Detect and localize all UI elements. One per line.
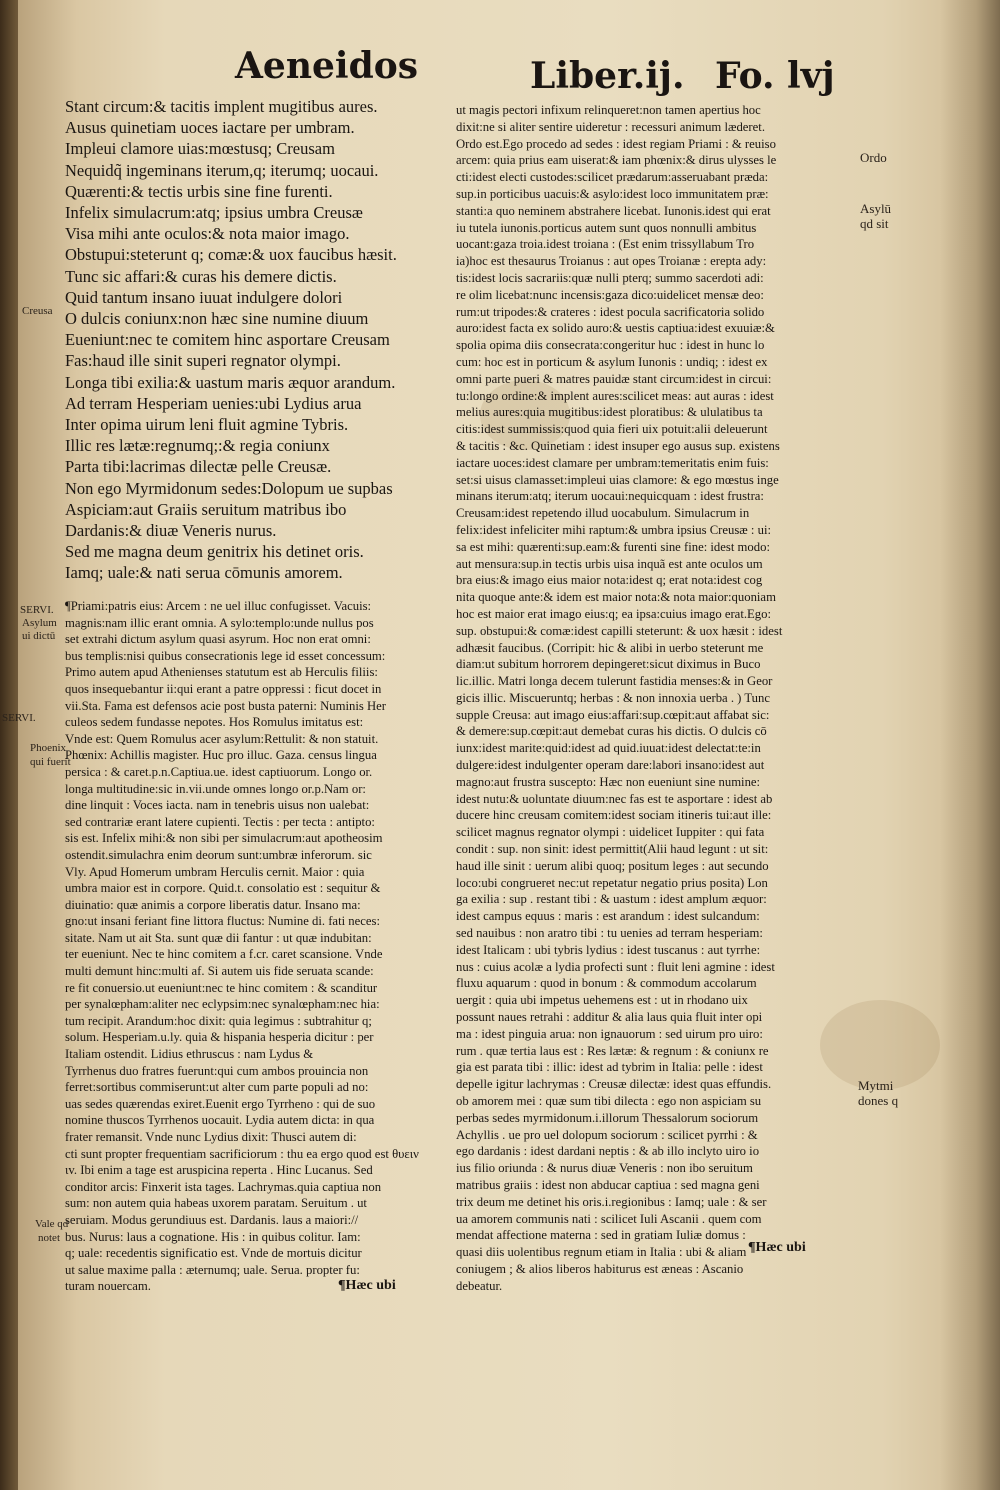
- commentary-line: melius aures:quia mugitibus:idest ploratibus: & ululatibus ta: [456, 405, 763, 420]
- commentary-line: re fit conuersio.ut eueniunt:nec te hinc comitem : & scanditur: [65, 980, 378, 995]
- commentary-line: scilicet magnus regnator olympi : uidelicet Iuppiter : qui fata: [456, 825, 765, 840]
- commentary-line: tu:longo ordine:& implent aures:scilicet meas: aut auras : idest: [456, 388, 774, 403]
- verse-line: Longa tibi exilia:& uastum maris æquor arandum.: [65, 372, 396, 392]
- running-head-title: Aeneidos: [235, 45, 419, 87]
- verse-line: Dardanis:& diuæ Veneris nurus.: [65, 521, 277, 541]
- commentary-line: idest nutu:& uoluntate diuum:nec fas est te asportare : idest ab: [456, 791, 773, 806]
- commentary-line: adhæsit faucibus. (Corripit: hic & alibi in uerbo steterunt me: [456, 640, 764, 655]
- commentary-line: bus. Nurus: laus a cognatione. His : in quibus colitur. Iam:: [65, 1229, 361, 1244]
- commentary-line: iactare uoces:idest clamare per umbram:temeritatis enim fuis:: [456, 455, 769, 470]
- margin-note-qd-sit: qd sit: [860, 216, 889, 231]
- verse-line: Eueniunt:nec te comitem hinc asportare Creusam: [65, 330, 390, 350]
- commentary-line: ut salue maxime palla : æternumq; uale. Serua. propter fu:: [65, 1262, 360, 1277]
- commentary-line: frater remansit. Vnde nunc Lydius dixit: Thusci autem di:: [65, 1130, 357, 1144]
- commentary-line: omni parte pueri & matres pauidæ stant circum:idest in circui:: [456, 371, 772, 386]
- commentary-line: Phœnix: Achillis magister. Huc pro illuc. Gaza. census lingua: [65, 748, 377, 763]
- commentary-line: gia est parata tibi : illic: idest ad tybrim in Italia: pelle : idest: [456, 1060, 763, 1075]
- commentary-line: re olim licebat:nunc incensis:gaza dico:uidelicet mensæ deo:: [456, 287, 764, 302]
- commentary-line: bus templis:nisi quibus consecrationis lege id esset concessum:: [65, 648, 386, 663]
- commentary-line: quos insequebantur ii:qui erant a patre oppressi : ficut docet in: [65, 681, 382, 696]
- verse-line: Quærenti:& tectis urbis sine fine furenti.: [65, 181, 333, 201]
- verse-line: Tunc sic affari:& curas his demere dictis.: [65, 266, 337, 286]
- commentary-line: Vly. Apud Homerum umbram Herculis cernit. Maior : quia: [65, 864, 365, 879]
- commentary-line: sitate. Nam ut ait Sta. sunt quæ dii fantur : ut quæ indubitan:: [65, 930, 372, 945]
- commentary-line: idest Italicam : ubi tybris lydius : idest tuscanus : aut tyrrhe:: [456, 942, 761, 957]
- verse-line: O dulcis coniunx:non hæc sine numine diuum: [65, 309, 369, 329]
- verse-line: Sed me magna deum genitrix his detinet oris.: [65, 542, 364, 562]
- commentary-line: ducere hinc creusam comitem:idest sociam itineris tui:aut ille:: [456, 808, 772, 823]
- commentary-line: Ordo est.Ego procedo ad sedes : idest regiam Priami : & reuiso: [456, 136, 776, 151]
- commentary-line: spolia opima diis consecrata:congeritur huc : idest in hunc lo: [456, 338, 765, 353]
- commentary-line: coniugem ; & alios liberos habiturus est æneas : Ascanio: [456, 1261, 744, 1276]
- margin-note-asylum-dictum: ui dictū: [22, 630, 56, 642]
- commentary-line: multi demunt hinc:multi af. Si autem uis fide seruata scande:: [65, 964, 374, 979]
- commentary-line: iunx:idest marite:quid:idest ad quid.iuuat:idest delectat:te:in: [456, 741, 761, 756]
- commentary-line: sed contrariæ erant latere cupienti. Tectis : per tecta : antipto:: [65, 814, 375, 829]
- commentary-line: cum: hoc est in porticum & asylum Iunonis : undiq; : idest ex: [456, 354, 768, 369]
- commentary-line: ferret:sortibus commiserunt:ut alter cum parte populi ad no:: [65, 1080, 369, 1095]
- commentary-line: depelle igitur lachrymas : Creusæ dilectæ: idest quas effundis.: [456, 1077, 772, 1092]
- verse-text-block: [65, 96, 445, 584]
- commentary-line: Creusam:idest repetendo illud uocabulum. Simulacrum in: [456, 506, 750, 521]
- verse-line: Obstupui:steterunt q; comæ:& uox faucibus hæsit.: [65, 245, 397, 265]
- commentary-line: per synalœpham:aliter nec eclypsim:nec synalœpham:nec hia:: [65, 997, 380, 1012]
- commentary-line: dixit:ne si aliter sentire uideretur : recessuri animum læderet.: [456, 119, 765, 134]
- margin-note-creusa: Creusa: [22, 305, 53, 317]
- commentary-line: trix deum me detinet his oris.i.regionibus : Iamq; uale : & ser: [456, 1194, 767, 1209]
- commentary-line: mendat affectione materna : sed in gratiam Iuliæ domus :: [456, 1228, 746, 1243]
- commentary-line: ma : idest pinguia arua: non ignauorum : sed uirum pro uiro:: [456, 1026, 763, 1041]
- commentary-line: debeatur.: [456, 1278, 503, 1293]
- verse-line: Nequidq̃ ingeminans iterum,q; iterumq; uocaui.: [65, 160, 379, 180]
- commentary-line: citis:idest summissis:quod quia fieri uix potuit:alii deleuerunt: [456, 422, 768, 437]
- commentary-line: nita quoque ante:& idem est maior nota:& nota maior:quoniam: [456, 590, 776, 605]
- commentary-line: Achyllis . ue pro uel dolopum sociorum : scilicet pyrrhi : &: [456, 1127, 758, 1142]
- commentary-line: longa multitudine:sic in.vii.unde omnes longo or.p.Nam or:: [65, 781, 366, 796]
- commentary-line: arcem: quia prius eam uiserat:& iam phœnix:& dirus ulysses le: [456, 153, 777, 168]
- commentary-line: vii.Sta. Fama est defensos acie post busta paterni: Numinis Her: [65, 698, 386, 713]
- commentary-line: aut mensura:sup.in tectis urbis uisa inquã est ante oculos um: [456, 556, 763, 571]
- page-edge-shadow: [940, 0, 1000, 1490]
- commentary-line: supple Creusa: aut imago eius:affari:sup.cœpit:aut affabat sic:: [456, 707, 770, 722]
- commentary-line: magnis:nam illic erant omnia. A sylo:templo:unde nullus pos: [65, 615, 374, 630]
- running-head-book: Liber.ij.: [530, 55, 685, 97]
- commentary-line: possunt naues retrahi : additur & alia laus quia fluit inter opi: [456, 1010, 763, 1025]
- commentary-line: set:si uisus clamasset:impleui uias clamore: & ego mœstus inge: [456, 472, 779, 487]
- commentary-line: Vnde est: Quem Romulus acer asylum:Rettulit: & non statuit.: [65, 731, 379, 746]
- margin-note-phoenix: Phoenix: [30, 742, 67, 754]
- folio-number: Fo. lvj: [715, 55, 835, 97]
- catchword-left: ¶Hæc ubi: [338, 1278, 396, 1293]
- commentary-line: solum. Hesperiam.u.ly. quia & hispania hesperia dicitur : per: [65, 1030, 374, 1045]
- commentary-line: nomine thuscos Tyrrhenos uocauit. Lydia autem dicta: in qua: [65, 1113, 375, 1128]
- commentary-line: uas sedes quærendas exiret.Euenit ergo Tyrrheno : qui de suo: [65, 1096, 376, 1111]
- commentary-line: tum recipit. Arandum:hoc dixit: quia legimus : subtrahitur q;: [65, 1013, 372, 1028]
- commentary-line: perbas sedes myrmidonum.i.illorum Thessalorum sociorum: [456, 1110, 759, 1125]
- commentary-line: persica : & caret.p.n.Captiua.ue. idest captiuorum. Longo or.: [65, 764, 373, 779]
- commentary-line: condit : sup. non sinit: idest permittit(Alii haud legunt : ut sit:: [456, 842, 769, 857]
- commentary-line: fluxu aquarum : quod in bonum : & commodum accolarum: [456, 976, 757, 991]
- commentary-line: & demere:sup.cœpit:aut demebat curas his dictis. O dulcis cō: [456, 724, 767, 739]
- commentary-line: auro:idest facta ex solido auro:& uestis captiua:idest exuuiæ:&: [456, 321, 775, 336]
- commentary-line: diuinatio: quæ animis a corpore liberatis datur. Insano ma:: [65, 897, 361, 912]
- margin-note-vale: Vale qd: [35, 1218, 69, 1230]
- commentary-line: rum . quæ tertia laus est : Res lætæ: & regnum : & coniunx re: [456, 1043, 769, 1058]
- commentary-line: sum: non autem quia habeas uxorem paratam. Seruitum . ut: [65, 1196, 367, 1211]
- verse-line: Ad terram Hesperiam uenies:ubi Lydius arua: [65, 393, 362, 413]
- commentary-line: ostendit.simulachra enim deorum sunt:umbræ inferorum. sic: [65, 847, 372, 862]
- commentary-line: matribus graiis : idest non abducar captiua : sed magna geni: [456, 1178, 760, 1192]
- margin-note-servi-side: SERVI.: [2, 712, 36, 724]
- commentary-line: tis:idest locis sacrariis:quæ nulli pterq; summo sacerdoti adi:: [456, 270, 764, 285]
- commentary-line: Primo autem apud Athenienses statutum est ab Herculis filiis:: [65, 665, 378, 680]
- commentary-line: idest campus equus : maris : est arandum : idest sulcandum:: [456, 909, 760, 924]
- margin-note-notet: notet: [38, 1232, 60, 1244]
- margin-note-asylum: Asylum: [22, 617, 57, 629]
- commentary-line: q; uale: recedentis significatio est. Vnde de mortuis dicitur: [65, 1246, 362, 1261]
- commentary-line: ius filio oriunda : & nurus diuæ Veneris : non ibo seruitum: [456, 1161, 753, 1176]
- commentary-line: stanti:a quo neminem abstrahere licebat. Iunonis.idest qui erat: [456, 203, 771, 218]
- commentary-line: ua amorem communis nati : scilicet Iuli Ascanii . quem com: [456, 1211, 762, 1226]
- commentary-line: cti sunt propter frequentiam sacrificiorum : thu ea ergo quod est θυειν: [65, 1146, 419, 1161]
- commentary-line: ob amorem mei : quæ sum tibi dilecta : ego non aspiciam su: [456, 1094, 762, 1109]
- margin-note-ordo: Ordo: [860, 150, 887, 165]
- commentary-line: minans iterum:atq; iterum uocaui:nequicquam : idest frustra:: [456, 489, 764, 504]
- commentary-line: uocant:gaza troia.idest troiana : (Est enim trissyllabum Tro: [456, 237, 755, 252]
- verse-line: Visa mihi ante oculos:& nota maior imago.: [65, 224, 350, 244]
- commentary-line: set extrahi dictum asylum quasi asyrum. Hoc non erat omni:: [65, 632, 371, 647]
- verse-line: Inter opima uirum leni fluit agmine Tybris.: [65, 415, 349, 435]
- commentary-line: sis est. Infelix mihi:& non sibi per simulacrum:aut apotheosim: [65, 831, 383, 846]
- commentary-line: ter eueniunt. Nec te hinc comitem a f.cr. caret scansione. Vnde: [65, 947, 383, 962]
- commentary-line: ga exilia : sup . restant tibi : & uastum : idest amplum æquor:: [456, 892, 767, 907]
- commentary-line: nus : cuius acolæ a lydia profecti sunt : fluit leni agmine : idest: [456, 959, 775, 974]
- verse-line: Non ego Myrmidonum sedes:Dolopum ue supbas: [65, 478, 393, 498]
- commentary-line: sup.in porticibus uacuis:& asylo:idest loco immunitatem præ:: [456, 186, 769, 201]
- commentary-line: hoc est maior erat imago eius:q; ea ipsa:cuius imago erat.Ego:: [456, 606, 771, 621]
- commentary-line: ia)hoc est thesaurus Troianus : aut opes Troianæ : erepta ady:: [456, 254, 767, 269]
- commentary-left-column: [65, 598, 445, 1295]
- commentary-line: uergit : quia ubi impetus uehemens est : ut in rhodano uix: [456, 993, 748, 1008]
- verse-line: Illic res lætæ:regnumq;:& regia coniunx: [65, 436, 330, 456]
- commentary-line: culeos sedem fundasse nepotes. Hos Romulus imitatus est:: [65, 715, 364, 730]
- verse-line: Parta tibi:lacrimas dilectæ pelle Creusæ.: [65, 457, 332, 477]
- commentary-line: rum:ut tripodes:& crateres : idest pocula sacrificatoria solido: [456, 304, 765, 319]
- margin-note-mytmi: Mytmi: [858, 1078, 894, 1093]
- verse-line: Aspiciam:aut Graiis seruitum matribus ibo: [65, 499, 347, 519]
- verse-line: Quid tantum insano iuuat indulgere dolori: [65, 287, 343, 307]
- catchword-right: ¶Hæc ubi: [748, 1240, 806, 1255]
- commentary-line: & tacitis : &c. Quinetiam : idest insuper ego ausus sup. existens: [456, 438, 780, 453]
- commentary-line: ɩv. Ibi enim a tage est aruspicina reperta . Hinc Lucanus. Sed: [65, 1163, 373, 1178]
- commentary-line: felix:idest infeliciter mihi raptum:& umbra ipsius Creusæ : ui:: [456, 522, 772, 537]
- commentary-line: ego dardanis : idest dardani neptis : & ab illo inclyto uiro io: [456, 1144, 760, 1159]
- commentary-line: sa est mihi: quærenti:sup.eam:& furenti sine fine: idest modo:: [456, 539, 770, 554]
- commentary-line: haud ille sinit : uerum alibi quoq; positum leges : aut secundo: [456, 858, 769, 873]
- commentary-line: diam:ut subitum horrorem depingeret:sicut diximus in Buco: [456, 657, 761, 672]
- commentary-right-column: [456, 102, 856, 1295]
- commentary-line: bra eius:& imago eius maior nota:idest q; erat nota:idest cog: [456, 573, 763, 588]
- margin-note-phoenix-fuerit: qui fuerit: [30, 756, 71, 768]
- verse-line: Ausus quinetiam uoces iactare per umbram.: [65, 118, 355, 138]
- commentary-line: dine linquit : Voces iacta. nam in tenebris uisus non ualebat:: [65, 798, 370, 813]
- commentary-line: dulgere:idest indulgenter operam dare:labori insano:idest aut: [456, 758, 765, 773]
- verse-line: Stant circum:& tacitis implent mugitibus aures.: [65, 97, 378, 116]
- commentary-line: seruiam. Modus gerundiuus est. Dardanis. laus a maiori://: [65, 1212, 359, 1227]
- commentary-line: magno:aut frustra suscepto: Hæc non eueniunt sine numine:: [456, 774, 761, 789]
- margin-note-dones: dones q: [858, 1093, 899, 1108]
- commentary-line: ut magis pectori infixum relinqueret:non tamen apertius hoc: [456, 103, 761, 117]
- commentary-line: lic.illic. Matri longa decem tulerunt fastidia menses:& in Geor: [456, 674, 773, 689]
- verse-line: Infelix simulacrum:atq; ipsius umbra Creusæ: [65, 203, 363, 223]
- commentary-line: Tyrrhenus duo fratres fuerunt:qui cum ambos prouincia non: [65, 1063, 369, 1078]
- commentary-line: loco:ubi congrueret nec:ut repetatur negatio prius posita) Lon: [456, 875, 768, 890]
- commentary-line: Italiam ostendit. Lidius ethruscus : nam Lydus &: [65, 1047, 314, 1062]
- commentary-line: cti:idest electi custodes:scilicet prædarum:asseruabant præda:: [456, 170, 769, 185]
- commentary-line: quasi diis uolentibus regnum etiam in Italia : ubi & aliam: [456, 1245, 747, 1260]
- verse-line: Impleui clamore uias:mœstusq; Creusam: [65, 139, 335, 159]
- commentary-line: gicis illic. Miscueruntq; herbas : & non innoxia uerba . ) Tunc: [456, 690, 770, 705]
- commentary-line: gno:ut insani feriant fine littora fluctus: Numine di. fati neces:: [65, 914, 380, 929]
- margin-note-servi: SERVI.: [20, 604, 54, 616]
- commentary-line: turam nouercam.: [65, 1279, 151, 1294]
- commentary-line: umbra maior est in corpore. Quid.t. consolatio est : sequitur &: [65, 881, 381, 896]
- commentary-line: iu tutela iunonis.porticus autem sunt quos nonnulli ambitus: [456, 220, 757, 235]
- verse-line: Fas:haud ille sinit superi regnator olympi.: [65, 351, 341, 371]
- commentary-line: sed nauibus : non aratro tibi : tu uenies ad terram hesperiam:: [456, 926, 763, 941]
- commentary-line: ¶Priami:patris eius: Arcem : ne uel illuc confugisset. Vacuis:: [65, 599, 372, 613]
- commentary-line: sup. obstupui:& comæ:idest capilli steterunt: & uox hæsit : idest: [456, 623, 783, 638]
- verse-line: Iamq; uale:& nati serua cōmunis amorem.: [65, 563, 343, 583]
- commentary-line: conditor arcis: Finxerit ista tages. Lachrymas.quia captiua non: [65, 1179, 382, 1194]
- margin-note-asylum-right: Asylū: [860, 201, 892, 216]
